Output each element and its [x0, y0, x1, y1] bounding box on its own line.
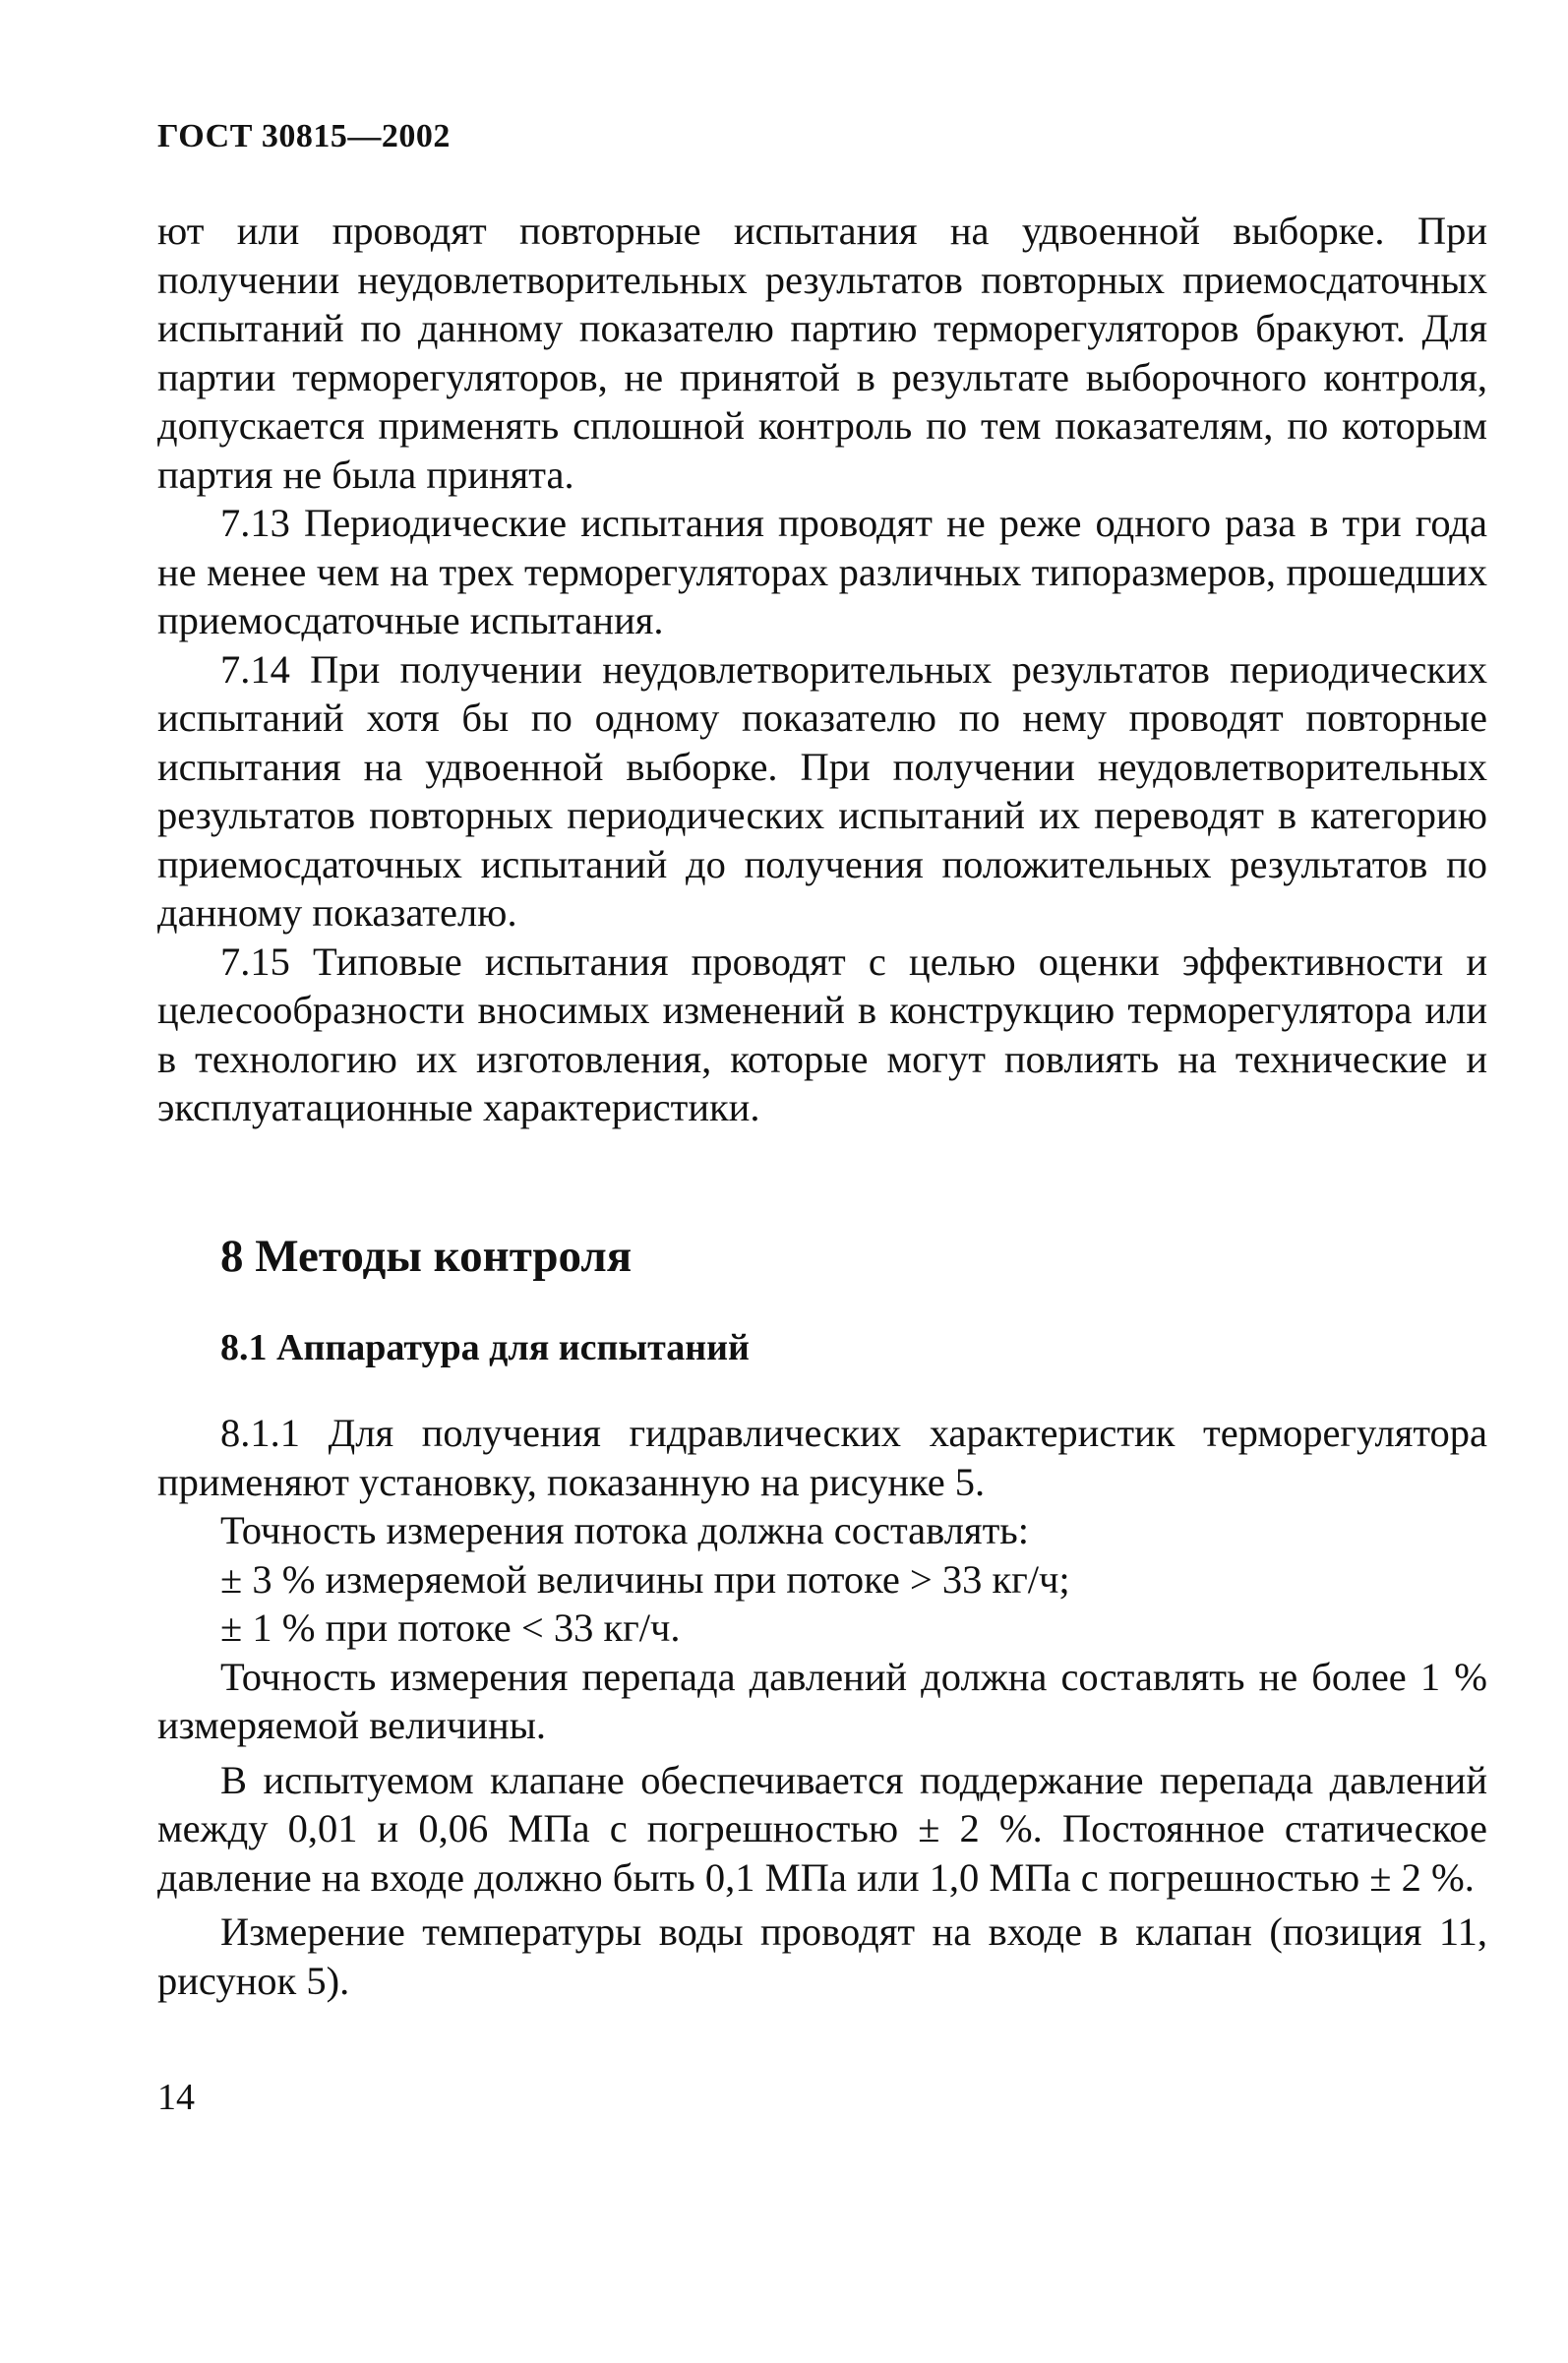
- paragraph-7-15: 7.15 Типовые испытания проводят с целью оценки эффективности и целесообразности вносимых изменений в конструкцию терморегулятора или в технологию их изготовления, которые могут повлиять на технические и эксплуатационные характеристики.: [157, 939, 1487, 1129]
- paragraph-flow-accuracy-low: ± 1 % при потоке < 33 кг/ч.: [220, 1606, 681, 1650]
- paragraph-pressure-accuracy: Точность измерения перепада давлений должна составлять не более 1 % измеряемой величины.: [157, 1654, 1487, 1747]
- body-text-bottom: [157, 1409, 1487, 2005]
- paragraph-8-1-1: 8.1.1 Для получения гидравлических характеристик терморегулятора применяют установку, показанную на рисунке 5.: [157, 1411, 1487, 1504]
- page-number: 14: [157, 2077, 195, 2118]
- paragraph-7-14: 7.14 При получении неудовлетворительных результатов периодических испытаний хотя бы по одному показателю по нему проводят повторные испытания на удвоенной выборке. При получении неудовлетворительных результатов повторных периодических испытаний их переводят в категорию приемосдаточных испытаний до получения положительных результатов по данному показателю.: [157, 646, 1487, 935]
- body-text-top: [157, 207, 1487, 1132]
- paragraph-flow-accuracy-high: ± 3 % измеряемой величины при потоке > 33 кг/ч;: [220, 1556, 1070, 1602]
- paragraph-7-13: 7.13 Периодические испытания проводят не реже одного раза в три года не менее чем на трех терморегуляторах различных типоразмеров, прошедших приемосдаточные испытания.: [157, 501, 1487, 642]
- document-code-header: ГОСТ 30815—2002: [157, 118, 451, 154]
- paragraph-valve-pressure: В испытуемом клапане обеспечивается поддержание перепада давлений между 0,01 и 0,06 МПа с погрешностью ± 2 %. Постоянное статическое давление на входе должно быть 0,1 МПа или 1,0 МПа с погрешностью ± 2 %.: [157, 1757, 1487, 1900]
- paragraph-flow-accuracy: Точность измерения потока должна составлять:: [220, 1508, 1029, 1552]
- paragraph-continuation: ют или проводят повторные испытания на удвоенной выборке. При получении неудовлетворительных результатов повторных приемосдаточных испытаний по данному показателю партию терморегуляторов бракуют. Для партии терморегуляторов, не принятой в результате выборочного контроля, допускается применять сплошной контроль по тем показателям, по которым партия не была принята.: [157, 209, 1487, 497]
- paragraph-water-temperature: Измерение температуры воды проводят на входе в клапан (позиция 11, рисунок 5).: [157, 1909, 1487, 2003]
- section-heading: 8 Методы контроля: [220, 1231, 633, 1282]
- subsection-heading: 8.1 Аппаратура для испытаний: [220, 1327, 750, 1368]
